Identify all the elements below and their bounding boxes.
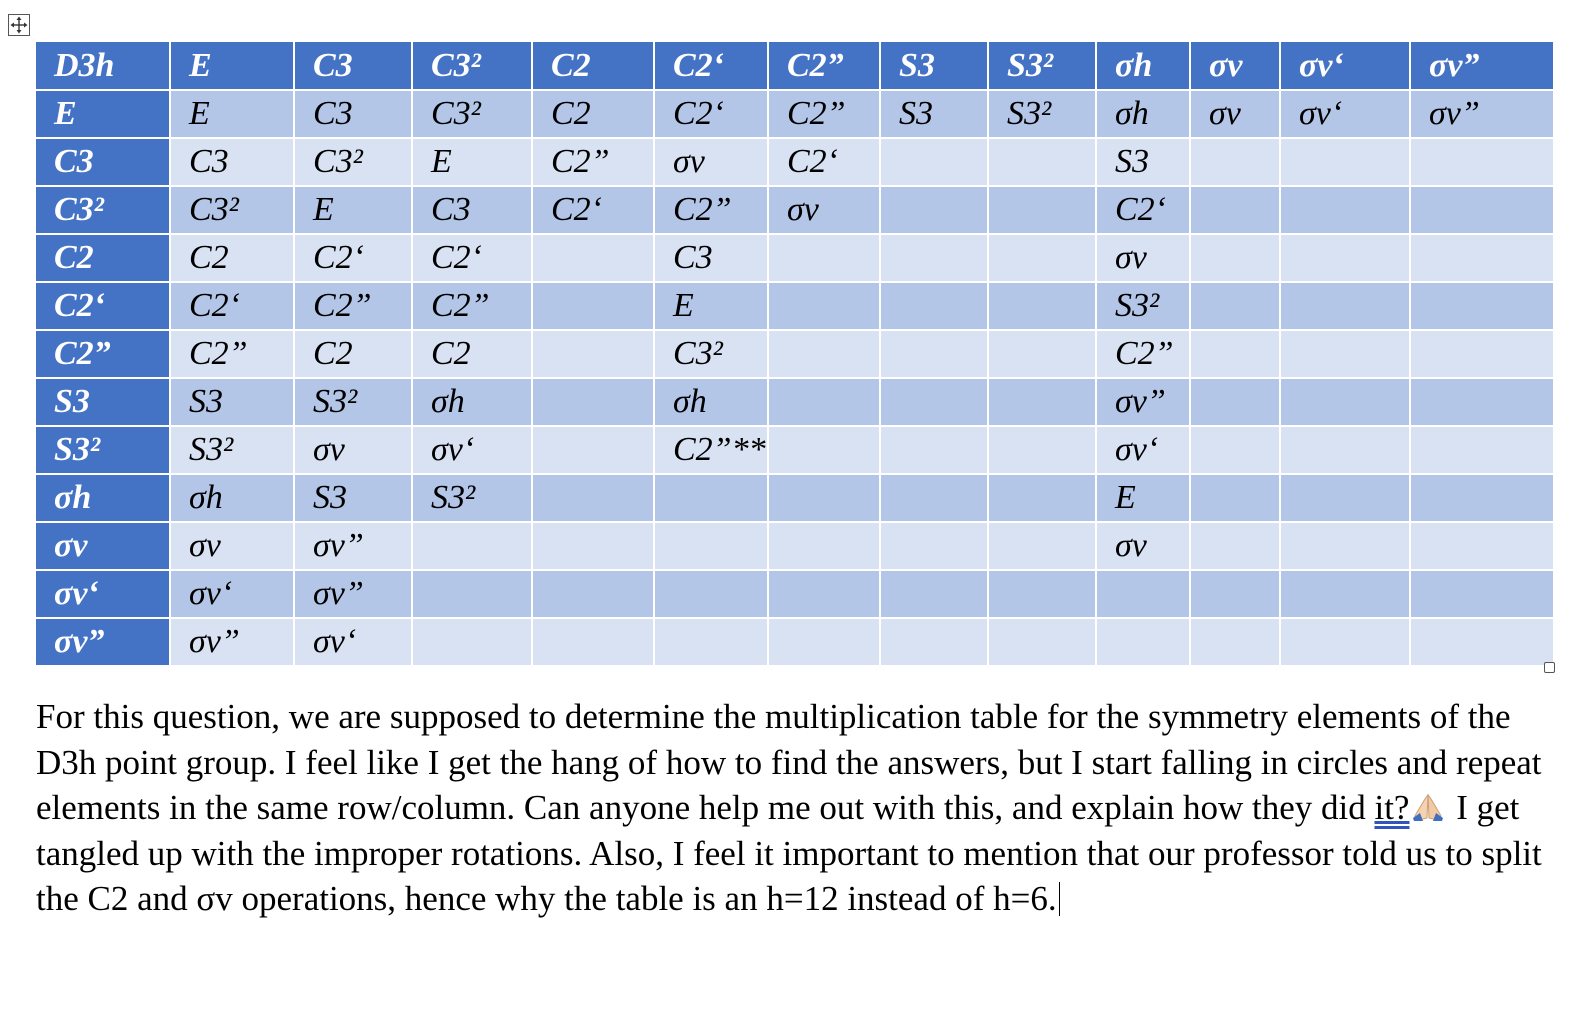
column-header: C2‘ [654, 42, 768, 90]
table-cell [988, 474, 1096, 522]
table-cell [1410, 234, 1554, 282]
table-cell: S3 [880, 90, 988, 138]
table-cell: σv” [294, 570, 412, 618]
table-resize-handle[interactable] [1544, 662, 1555, 673]
table-cell [768, 570, 880, 618]
table-cell [880, 474, 988, 522]
table-cell [654, 474, 768, 522]
table-cell [532, 618, 654, 666]
table-cell: C2‘ [294, 234, 412, 282]
table-cell [768, 378, 880, 426]
table-cell: C2‘ [768, 138, 880, 186]
table-cell: S3² [412, 474, 532, 522]
table-cell [988, 330, 1096, 378]
table-cell: σv‘ [1096, 426, 1190, 474]
table-cell: E [294, 186, 412, 234]
table-cell [880, 186, 988, 234]
table-cell: C3 [294, 90, 412, 138]
table-cell [1280, 378, 1410, 426]
table-cell [532, 330, 654, 378]
table-cell [1190, 186, 1280, 234]
table-cell [988, 282, 1096, 330]
table-cell [1280, 522, 1410, 570]
table-cell: E [1096, 474, 1190, 522]
table-cell: σv [1096, 522, 1190, 570]
table-cell: C2”** [654, 426, 768, 474]
column-header: C2 [532, 42, 654, 90]
question-link[interactable]: it? [1374, 788, 1410, 827]
column-header: S3 [880, 42, 988, 90]
table-cell [768, 522, 880, 570]
table-cell [880, 138, 988, 186]
table-cell [1190, 618, 1280, 666]
table-cell [1280, 282, 1410, 330]
column-header: σv” [1410, 42, 1554, 90]
table-cell: σv [1096, 234, 1190, 282]
table-cell: σv” [1096, 378, 1190, 426]
table-row [36, 234, 1554, 282]
table-cell [768, 474, 880, 522]
table-cell [1190, 330, 1280, 378]
table-cell [412, 618, 532, 666]
row-header: C2 [36, 234, 170, 282]
table-cell [1190, 522, 1280, 570]
table-cell [532, 378, 654, 426]
table-cell [988, 378, 1096, 426]
folded-hands-emoji [1411, 792, 1445, 822]
table-cell [988, 186, 1096, 234]
table-row [36, 378, 1554, 426]
table-cell: C2‘ [412, 234, 532, 282]
table-cell [768, 234, 880, 282]
table-cell [1410, 186, 1554, 234]
table-cell [1190, 234, 1280, 282]
column-header: C3² [412, 42, 532, 90]
table-cell: σv‘ [294, 618, 412, 666]
column-header: C3 [294, 42, 412, 90]
row-header: C3² [36, 186, 170, 234]
table-cell [532, 234, 654, 282]
table-row [36, 570, 1554, 618]
row-header: C2‘ [36, 282, 170, 330]
table-cell: S3 [294, 474, 412, 522]
row-header: S3² [36, 426, 170, 474]
table-cell [1190, 138, 1280, 186]
table-cell [988, 138, 1096, 186]
table-cell [1190, 426, 1280, 474]
table-row [36, 618, 1554, 666]
table-cell [880, 426, 988, 474]
text-cursor [1059, 882, 1060, 916]
table-row [36, 474, 1554, 522]
table-cell [1190, 378, 1280, 426]
table-row [36, 138, 1554, 186]
table-cell [1190, 282, 1280, 330]
table-cell: C2” [412, 282, 532, 330]
table-cell: C2‘ [532, 186, 654, 234]
table-cell [768, 618, 880, 666]
table-cell: σh [412, 378, 532, 426]
column-header: E [170, 42, 294, 90]
table-cell: C2” [1096, 330, 1190, 378]
table-cell: C2‘ [654, 90, 768, 138]
table-cell [880, 522, 988, 570]
question-text-continued: I get tangled up with the improper rotations. Also, I feel it important to mention that our professor told us to split the C2 and σv operations, hence why the table is an h=12 instead of h=6. [36, 788, 1542, 918]
table-cell [532, 426, 654, 474]
table-cell [880, 570, 988, 618]
table-cell: σh [654, 378, 768, 426]
column-header: S3² [988, 42, 1096, 90]
table-cell: C3 [654, 234, 768, 282]
table-cell [1410, 474, 1554, 522]
table-cell [1410, 330, 1554, 378]
column-header: C2” [768, 42, 880, 90]
table-cell [1096, 618, 1190, 666]
table-cell: σv‘ [170, 570, 294, 618]
table-cell [880, 618, 988, 666]
column-header: σv‘ [1280, 42, 1410, 90]
multiplication-table [36, 42, 1555, 667]
table-cell [1280, 186, 1410, 234]
table-cell [412, 522, 532, 570]
table-cell: C2‘ [1096, 186, 1190, 234]
table-cell [880, 234, 988, 282]
table-cell: C2 [532, 90, 654, 138]
table-cell [532, 282, 654, 330]
table-cell: C3² [412, 90, 532, 138]
table-cell: C2 [170, 234, 294, 282]
table-cell: C2” [768, 90, 880, 138]
table-cell: S3² [294, 378, 412, 426]
question-text: For this question, we are supposed to determine the multiplication table for the symmetry elements of the D3h point group. I feel like I get the hang of how to find the answers, but I start falling in circles and repeat elements in the same row/column. Can anyone help me out with this, and explain how they did [36, 697, 1542, 827]
table-cell: σv” [170, 618, 294, 666]
table-cell [654, 618, 768, 666]
table-cell: σv” [294, 522, 412, 570]
table-row [36, 522, 1554, 570]
table-cell: C2 [294, 330, 412, 378]
table-cell [1280, 570, 1410, 618]
table-cell: S3 [170, 378, 294, 426]
table-cell: σh [1096, 90, 1190, 138]
row-header: C3 [36, 138, 170, 186]
table-move-handle[interactable] [8, 14, 30, 36]
table-cell: C2‘ [170, 282, 294, 330]
table-cell [412, 570, 532, 618]
row-header: σv‘ [36, 570, 170, 618]
table-cell [768, 330, 880, 378]
table-corner-label: D3h [36, 42, 170, 90]
table-cell [1280, 426, 1410, 474]
move-icon [9, 15, 29, 35]
table-cell: E [654, 282, 768, 330]
table-cell [1410, 618, 1554, 666]
table-row [36, 90, 1554, 138]
table-cell: C2” [170, 330, 294, 378]
table-cell [532, 570, 654, 618]
table-cell: σv‘ [412, 426, 532, 474]
question-paragraph [36, 694, 1566, 922]
row-header: σh [36, 474, 170, 522]
table-header-row [36, 42, 1554, 90]
row-header: E [36, 90, 170, 138]
table-cell [1190, 570, 1280, 618]
row-header: S3 [36, 378, 170, 426]
table-cell: σv [294, 426, 412, 474]
column-header: σv [1190, 42, 1280, 90]
table-cell [1280, 330, 1410, 378]
table-cell: σv [768, 186, 880, 234]
row-header: σv” [36, 618, 170, 666]
table-cell [988, 570, 1096, 618]
table-cell: C3 [412, 186, 532, 234]
table-cell: C2” [294, 282, 412, 330]
table-cell [880, 330, 988, 378]
table-cell [1410, 426, 1554, 474]
table-row [36, 282, 1554, 330]
table-cell [1410, 570, 1554, 618]
table-cell: E [170, 90, 294, 138]
table-cell: σv” [1410, 90, 1554, 138]
table-cell: S3² [1096, 282, 1190, 330]
table-cell: σv‘ [1280, 90, 1410, 138]
row-header: σv [36, 522, 170, 570]
table-cell [1190, 474, 1280, 522]
table-cell [1410, 522, 1554, 570]
table-row [36, 330, 1554, 378]
table-cell: C3² [654, 330, 768, 378]
table-cell: C2 [412, 330, 532, 378]
table-cell [654, 570, 768, 618]
table-cell: S3² [170, 426, 294, 474]
table-cell [532, 522, 654, 570]
table-cell: C2” [654, 186, 768, 234]
table-row [36, 186, 1554, 234]
table-cell [768, 426, 880, 474]
table-cell: S3 [1096, 138, 1190, 186]
table-cell [1096, 570, 1190, 618]
table-cell [1410, 138, 1554, 186]
table-cell [1280, 138, 1410, 186]
table-cell: C2” [532, 138, 654, 186]
table-cell [1410, 378, 1554, 426]
table-cell [988, 426, 1096, 474]
table-cell [768, 282, 880, 330]
table-row [36, 426, 1554, 474]
table-cell [988, 618, 1096, 666]
table-cell: σv [1190, 90, 1280, 138]
table-cell: σv [170, 522, 294, 570]
table-cell: σh [170, 474, 294, 522]
column-header: σh [1096, 42, 1190, 90]
table-cell [1410, 282, 1554, 330]
table-cell [880, 282, 988, 330]
table-cell: σv [654, 138, 768, 186]
table-cell [1280, 618, 1410, 666]
table-cell [1280, 234, 1410, 282]
table-cell [988, 522, 1096, 570]
table-cell: C3² [170, 186, 294, 234]
table-cell [880, 378, 988, 426]
table-cell [1280, 474, 1410, 522]
table-cell: S3² [988, 90, 1096, 138]
table-cell [532, 474, 654, 522]
table-cell: E [412, 138, 532, 186]
table-cell: C3 [170, 138, 294, 186]
table-cell [988, 234, 1096, 282]
table-cell [654, 522, 768, 570]
row-header: C2” [36, 330, 170, 378]
table-cell: C3² [294, 138, 412, 186]
